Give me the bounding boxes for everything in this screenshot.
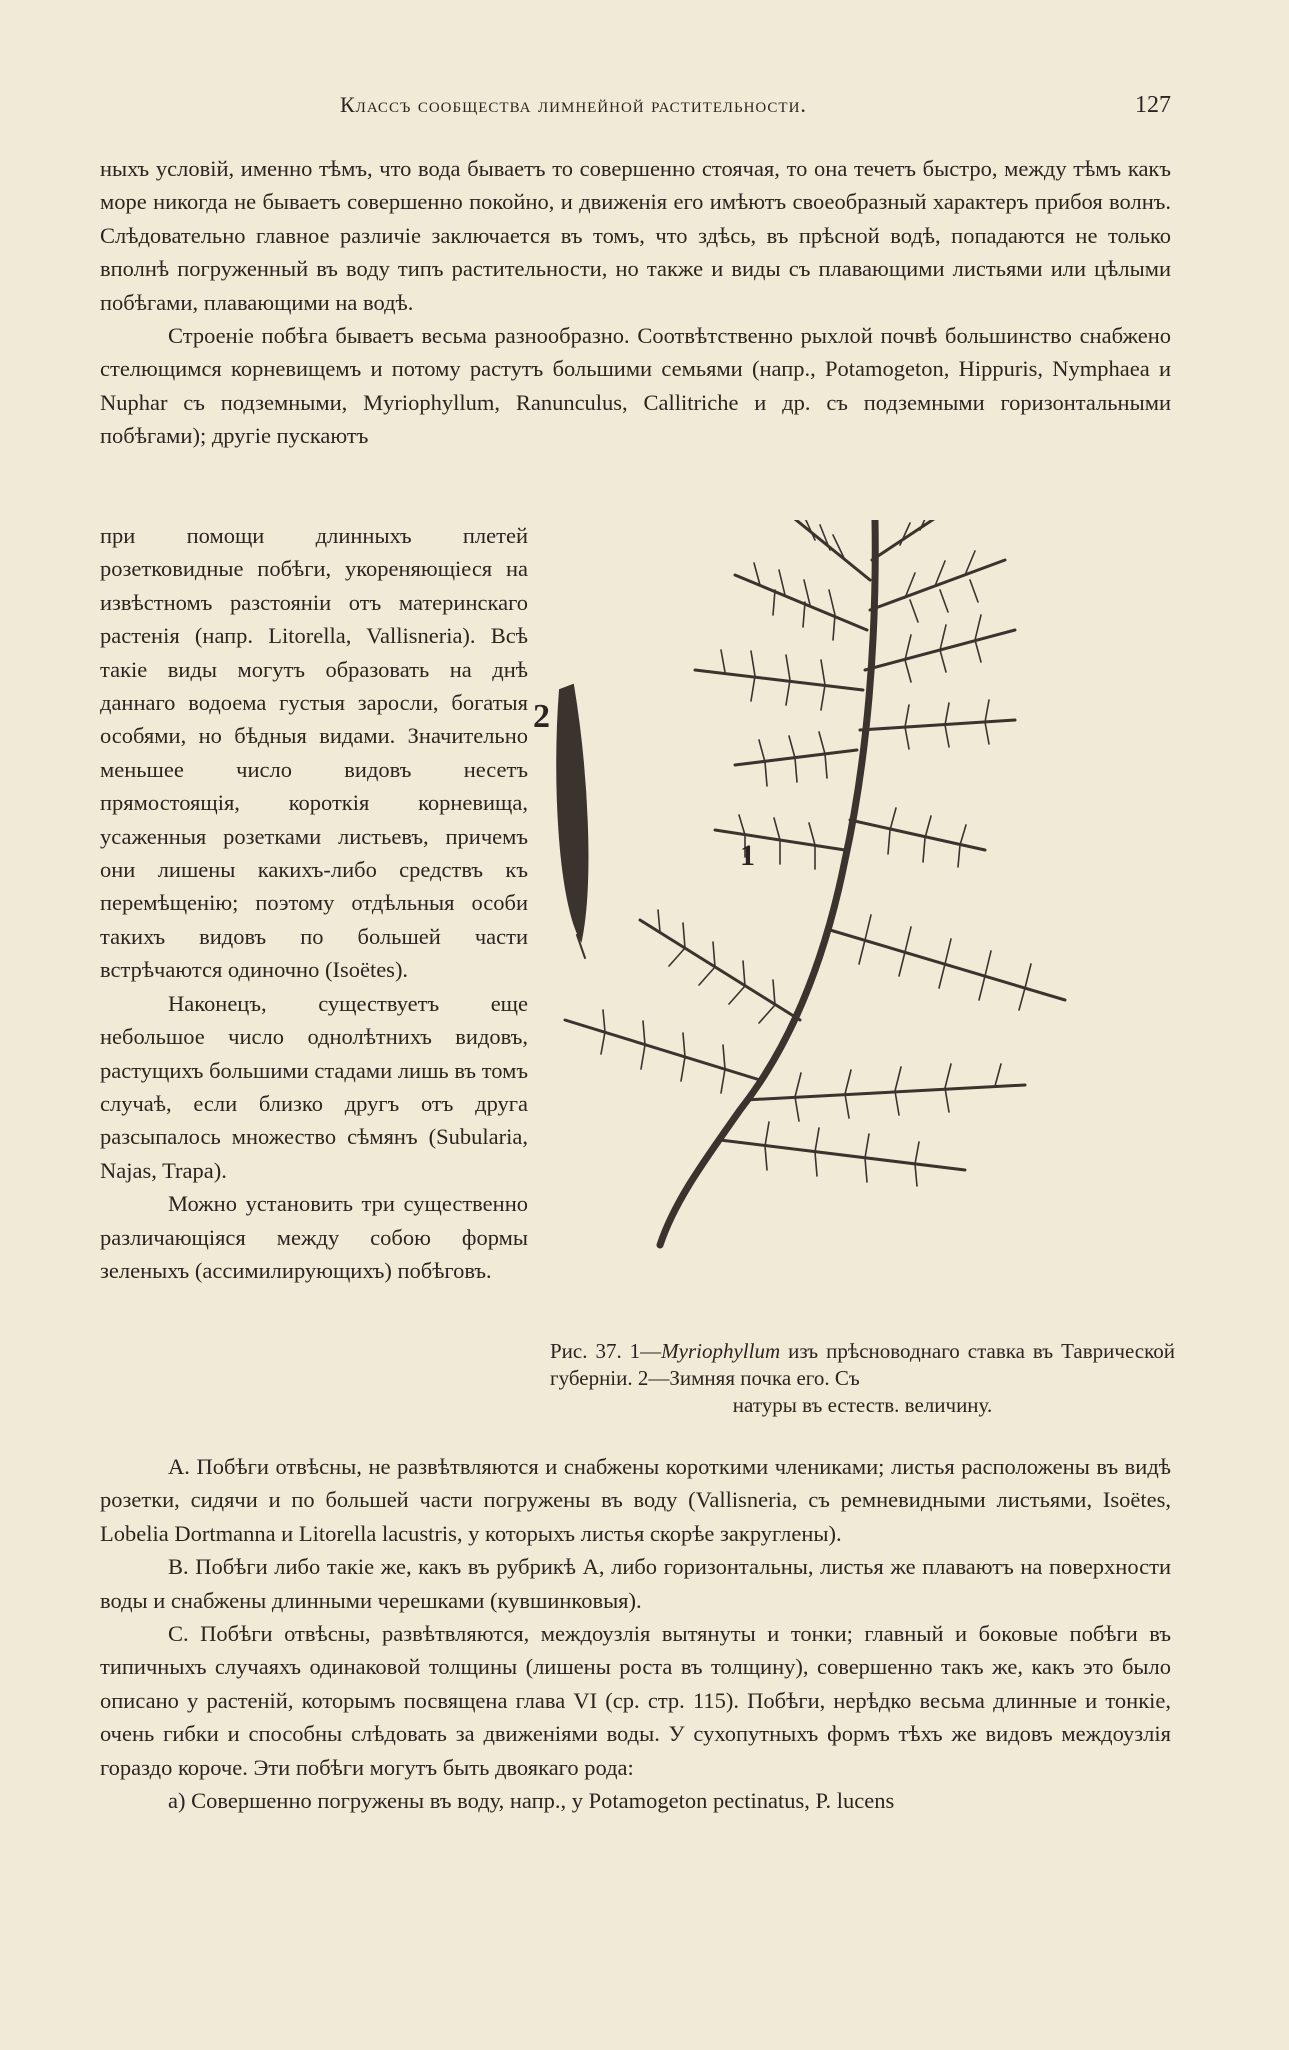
paragraph: ныхъ условій, именно тѣмъ, что вода бываетъ то совершенно стоячая, то она течетъ быстро, между тѣмъ какъ море никогда не бываетъ совершенно покойно, и движенія его имѣютъ своеобразный характеръ прибоя волнъ. Слѣдовательно главное различіе заключается въ томъ, что здѣсь, въ прѣсной водѣ, попадаются не только вполнѣ погруженный въ воду типъ растительности, но также и виды съ плавающими листьями или цѣлыми побѣгами, плавающими на водѣ.: [100, 156, 1171, 315]
body-text-top: [100, 152, 1171, 453]
caption-genus: Myriophyllum: [661, 1339, 781, 1363]
figure-label-2-text: 2: [533, 698, 550, 735]
paragraph: A. Побѣги отвѣсны, не развѣтвляются и снабжены короткими члениками; листья расположены въ видѣ розетки, сидячи и по большей части погружены въ воду (Vallisneria, съ ремневидными листьями, Isoëtes, Lobelia Dortmanna и Litorella lacustris, у которыхъ листья скорѣе закруглены).: [100, 1454, 1171, 1546]
paragraph: Можно установить три существенно различающіяся между собою формы зеленыхъ (ассимилирующихъ) побѣговъ.: [100, 1191, 528, 1283]
paragraph: Наконецъ, существуетъ еще небольшое число однолѣтнихъ видовъ, растущихъ большими стадами лишь въ томъ случаѣ, если близко другъ отъ друга разсыпалось множество сѣмянъ (Subularia, Najas, Trapa).: [100, 990, 528, 1183]
body-text-left: [100, 519, 528, 1287]
page-number: 127: [1135, 92, 1171, 118]
figure-caption: [550, 1338, 1175, 1419]
paragraph: Строеніе побѣга бываетъ весьма разнообразно. Соотвѣтственно рыхлой почвѣ большинство снабжено стелющимся корневищемъ и потому растутъ большими семьями (напр., Potamogeton, Hippuris, Nymphaea и Nuphar съ подземными, Myriophyllum, Ranunculus, Callitriche и др. съ подземными горизонтальными побѣгами); другіе пускаютъ: [100, 323, 1171, 449]
plant-illustration: [545, 520, 1185, 1320]
figure-myriophyllum: [533, 520, 1185, 1320]
paragraph: C. Побѣги отвѣсны, развѣтвляются, междоузлія вытянуты и тонки; главный и боковые побѣги въ типичныхъ случаяхъ одинаковой толщины (лишены роста въ толщину), совершенно такъ же, какъ это было описано у растеній, которымъ посвящена глава VI (ср. стр. 115). Побѣги, нерѣдко весьма длинные и тонкіе, очень гибки и способны слѣдовать за движеніями воды. У сухопутныхъ формъ тѣхъ же видовъ междоузлія гораздо короче. Эти побѣги могутъ быть двоякаго рода:: [100, 1621, 1171, 1780]
paragraph: B. Побѣги либо такіе же, какъ въ рубрикѣ A, либо горизонтальны, листья же плаваютъ на поверхности воды и снабжены длинными черешками (кувшинковыя).: [100, 1554, 1171, 1613]
body-text-bottom: [100, 1450, 1171, 1817]
paragraph: при помощи длинныхъ плетей розетковидные побѣги, укореняющіеся на извѣстномъ разстояніи отъ материнскаго растенія (напр. Litorella, Vallisneria). Всѣ такіе виды могутъ образовать на днѣ даннаго водоема густыя заросли, богатыя особями, но бѣдныя видами. Значительно меньшее число видовъ несетъ прямостоящія, короткія корневища, усаженныя розетками листьевъ, причемъ они лишены какихъ-либо средствъ къ перемѣщенію; поэтому отдѣльныя особи такихъ видовъ по большей части встрѣчаются одиночно (Isoëtes).: [100, 523, 528, 983]
caption-rest: изъ прѣсноводнаго ставка въ Таврической губерніи. 2—Зимняя почка его. Съ: [550, 1339, 1175, 1390]
caption-prefix: Рис. 37. 1—: [550, 1339, 662, 1363]
paragraph: a) Совершенно погружены въ воду, напр., у Potamogeton pectinatus, P. lucens: [168, 1788, 895, 1814]
figure-label-1: 1: [740, 839, 755, 872]
running-title: Классъ сообщества лимнейной растительности.: [340, 92, 807, 117]
page-header: [100, 92, 1171, 132]
caption-last-line: натуры въ естеств. величину.: [732, 1393, 993, 1417]
